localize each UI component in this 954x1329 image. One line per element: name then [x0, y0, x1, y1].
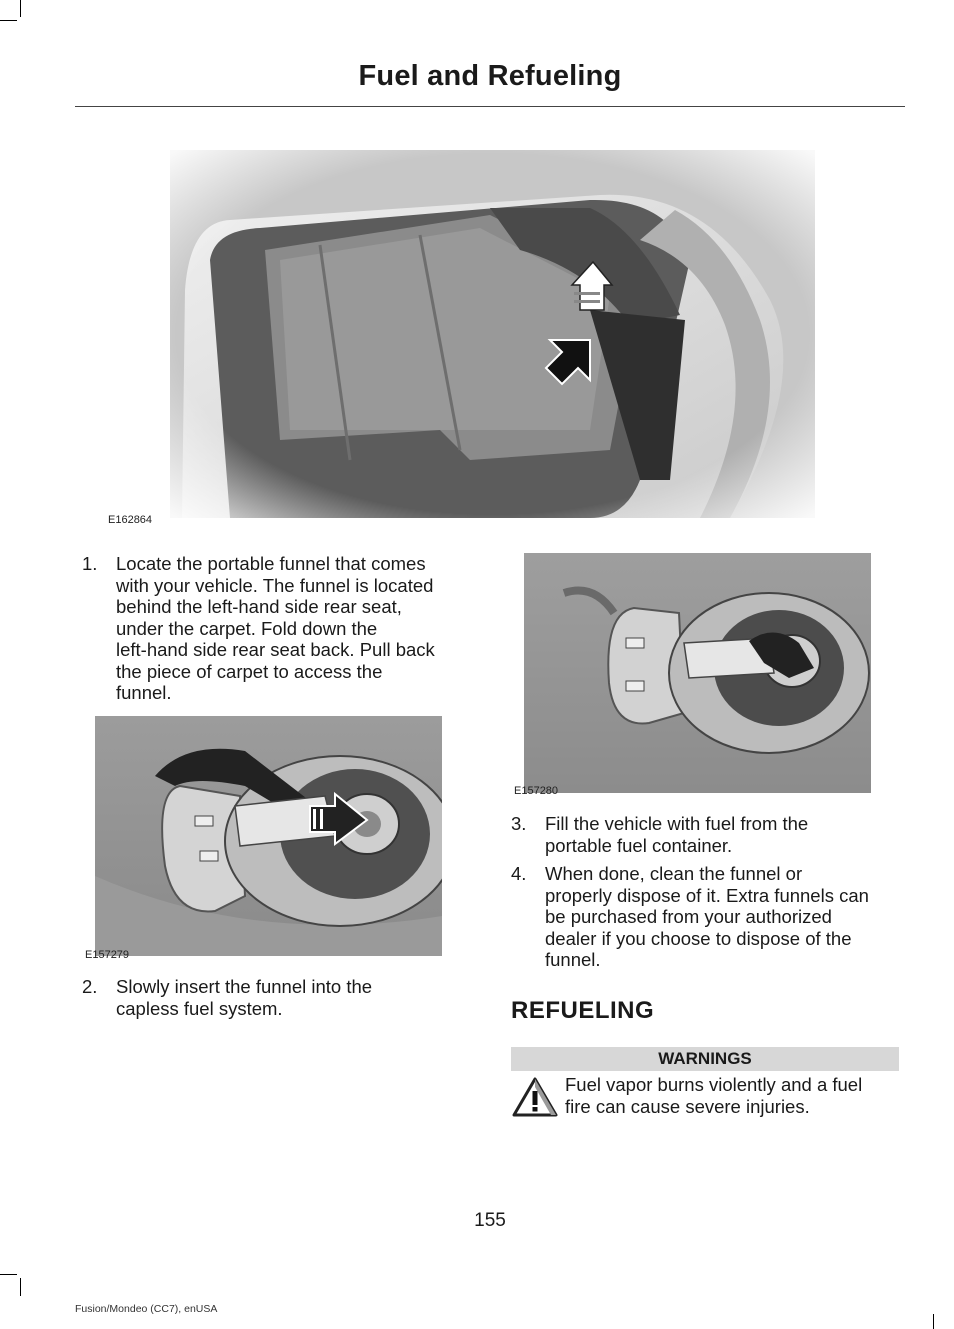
section-heading-refueling: REFUELING [511, 997, 655, 1024]
figure-id-e157279: E157279 [85, 949, 130, 961]
warnings-header: WARNINGS [511, 1047, 899, 1071]
page-title: Fuel and Refueling [358, 60, 622, 92]
step-number: 1. [82, 553, 98, 574]
funnel-in-filler-illustration [524, 553, 871, 793]
crop-mark-top-left-h [0, 20, 17, 21]
funnel-insert-illustration [95, 716, 442, 956]
step-number: 4. [511, 863, 527, 884]
step-text: Fill the vehicle with fuel from the portable fuel container. [545, 813, 809, 856]
car-interior-rear-seat-illustration [170, 150, 815, 518]
step-number: 2. [82, 976, 98, 997]
crop-mark-top-left-v [20, 0, 21, 17]
warning-text: Fuel vapor burns violently and a fuel fire can cause severe injuries. [565, 1074, 863, 1117]
step-text: When done, clean the funnel or properly dispose of it. Extra funnels can be purchased from your authorized dealer if you choose to dispose of the funnel. [545, 863, 869, 970]
figure-id-e157280: E157280 [514, 785, 559, 797]
figure-id-e162864: E162864 [108, 514, 153, 526]
crop-mark-bottom-left-v [20, 1278, 21, 1296]
title-divider [75, 106, 905, 107]
crop-mark-bottom-left-h [0, 1274, 17, 1275]
step-number: 3. [511, 813, 527, 834]
crop-mark-bottom-right-v [933, 1314, 934, 1329]
page-number: 155 [474, 1210, 506, 1231]
step-text: Locate the portable funnel that comes with your vehicle. The funnel is located behind the left-hand side rear seat, under the carpet. Fold down the left-hand side rear seat back. Pull back the piece of carpet to access the funnel. [116, 553, 435, 703]
warning-triangle-icon [511, 1076, 559, 1118]
step-text: Slowly insert the funnel into the capless fuel system. [116, 976, 373, 1019]
document-footer: Fusion/Mondeo (CC7), enUSA [75, 1303, 218, 1315]
